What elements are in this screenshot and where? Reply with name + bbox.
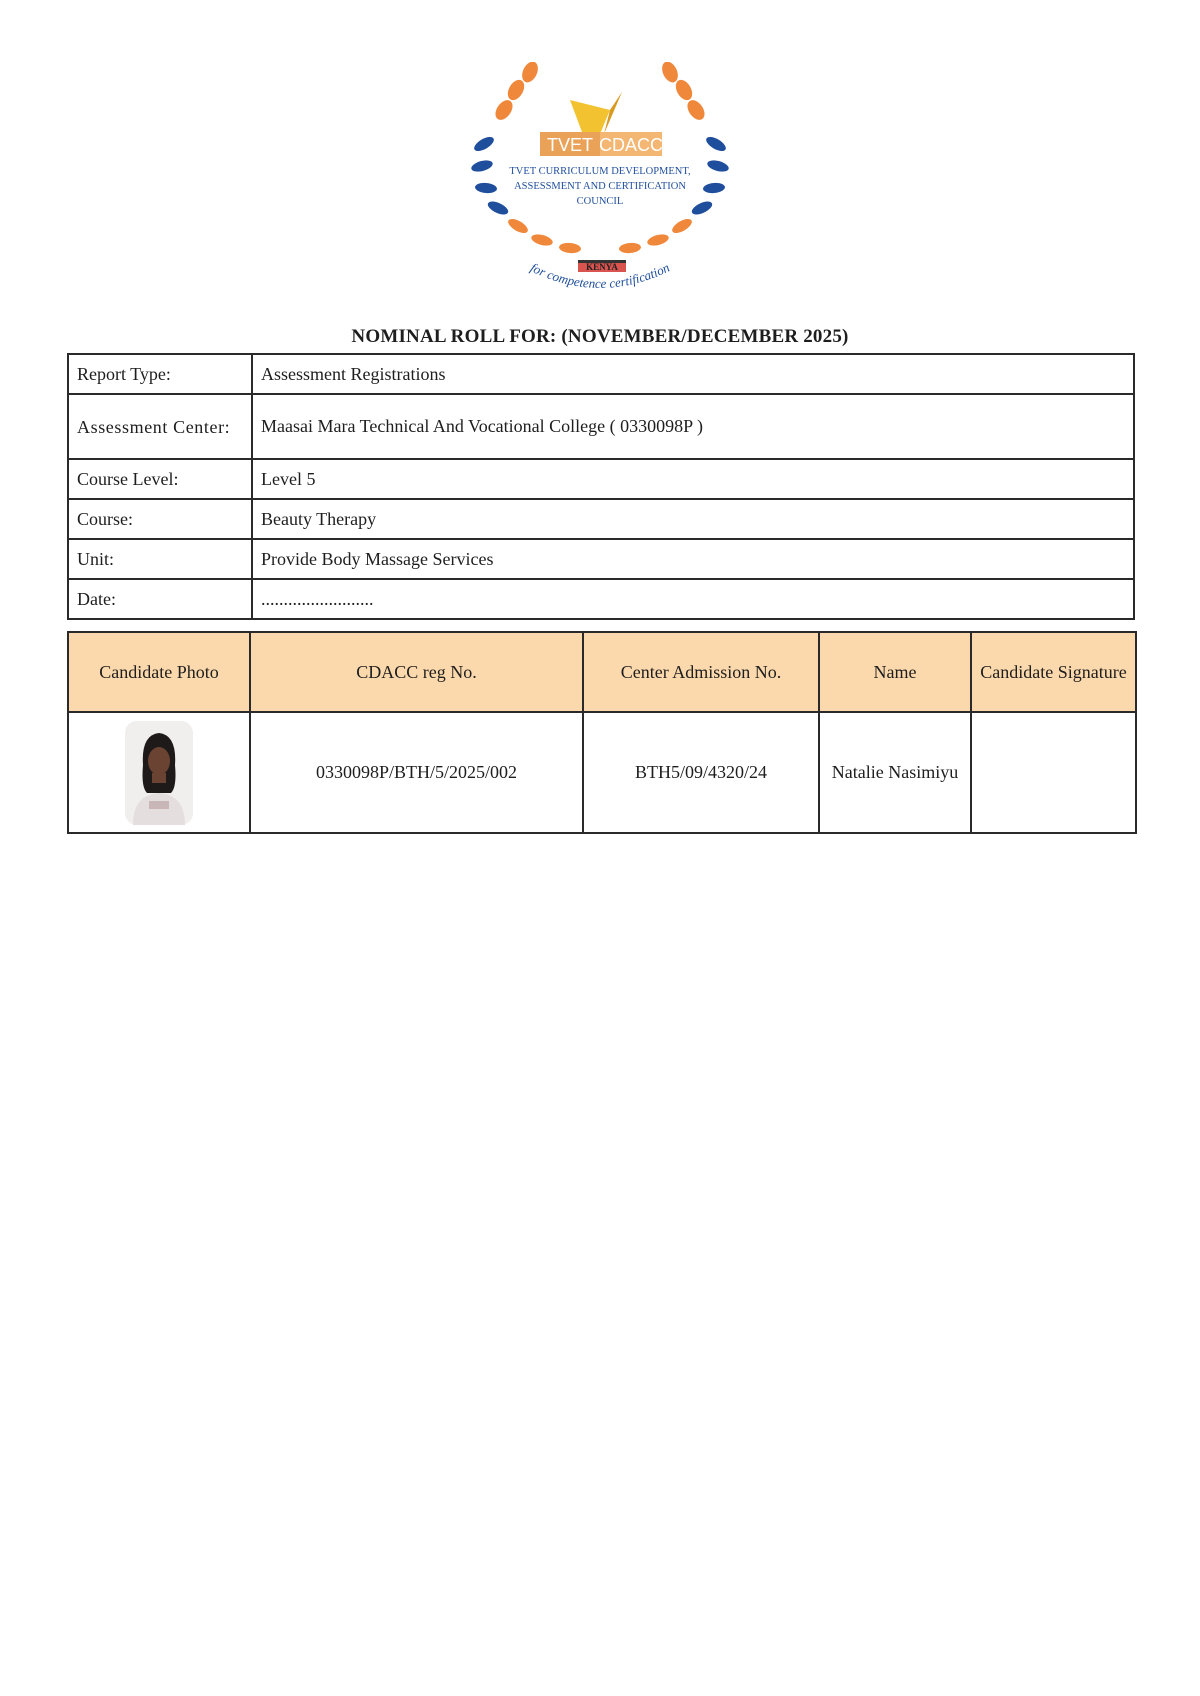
date-row	[68, 579, 1134, 619]
course-row	[68, 499, 1134, 539]
tvet-cdacc-logo	[470, 62, 730, 302]
reg-no-cell: 0330098P/BTH/5/2025/002	[250, 712, 583, 833]
assessment-center-row	[68, 394, 1134, 459]
header-candidate-photo: Candidate Photo	[68, 632, 250, 712]
report-type-value: Assessment Registrations	[252, 354, 1134, 394]
header-center-admission-no: Center Admission No.	[583, 632, 819, 712]
unit-value: Provide Body Massage Services	[252, 539, 1134, 579]
nominal-roll-table	[67, 631, 1137, 834]
report-type-row	[68, 354, 1134, 394]
course-value: Beauty Therapy	[252, 499, 1134, 539]
course-level-label: Course Level:	[68, 459, 252, 499]
admission-no-cell: BTH5/09/4320/24	[583, 712, 819, 833]
candidate-photo-cell	[68, 712, 250, 833]
course-level-value: Level 5	[252, 459, 1134, 499]
svg-text:TVET CURRICULUM DEVELOPMENT,: TVET CURRICULUM DEVELOPMENT,	[509, 166, 691, 177]
signature-cell	[971, 712, 1136, 833]
report-info-table	[67, 353, 1135, 620]
assessment-center-value: Maasai Mara Technical And Vocational College ( 0330098P )	[252, 394, 1134, 459]
svg-text:ASSESSMENT AND CERTIFICATION: ASSESSMENT AND CERTIFICATION	[514, 181, 686, 192]
name-cell: Natalie Nasimiyu	[819, 712, 971, 833]
header-candidate-signature: Candidate Signature	[971, 632, 1136, 712]
table-row	[68, 712, 1136, 833]
course-label: Course:	[68, 499, 252, 539]
report-type-label: Report Type:	[68, 354, 252, 394]
svg-text:KENYA: KENYA	[586, 262, 618, 272]
header-name: Name	[819, 632, 971, 712]
svg-text:COUNCIL: COUNCIL	[576, 196, 624, 207]
candidate-photo	[125, 721, 193, 825]
header-cdacc-reg-no: CDACC reg No.	[250, 632, 583, 712]
date-label: Date:	[68, 579, 252, 619]
page-title: NOMINAL ROLL FOR: (NOVEMBER/DECEMBER 2025)	[351, 326, 849, 347]
unit-label: Unit:	[68, 539, 252, 579]
svg-text:CDACC: CDACC	[598, 135, 664, 155]
svg-text:for competence certification: for competence certification	[528, 259, 672, 292]
unit-row	[68, 539, 1134, 579]
date-value: .........................	[252, 579, 1134, 619]
course-level-row	[68, 459, 1134, 499]
roll-header-row	[68, 632, 1136, 712]
assessment-center-label: Assessment Center:	[77, 416, 231, 437]
svg-text:TVET: TVET	[546, 135, 594, 155]
